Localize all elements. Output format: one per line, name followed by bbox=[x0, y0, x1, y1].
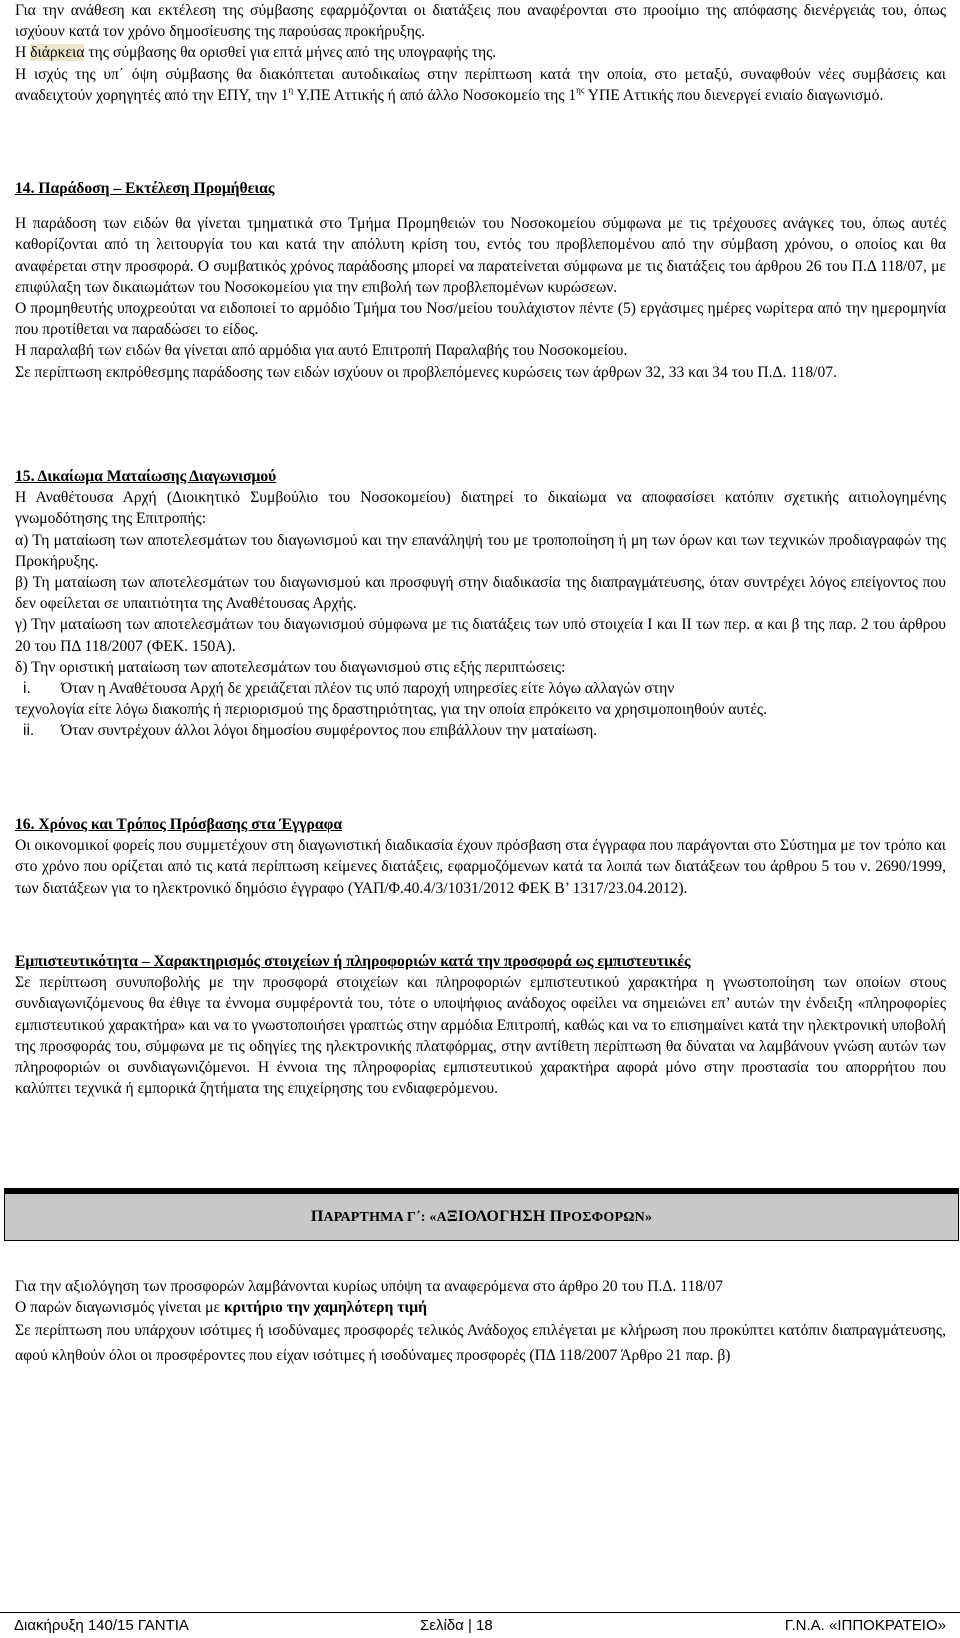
intro-paragraph-2 bbox=[15, 42, 946, 63]
section-15-item-c: γ) Την ματαίωση των αποτελεσμάτων του διαγωνισμού σύμφωνα με τις διατάξεις των υπό στοιχεία Ι και ΙΙ των περ. α και β της παρ. 2 του άρθρου 20 του ΠΔ 118/2007 (ΦΕΚ. 150Α). bbox=[15, 616, 946, 655]
confidentiality-title: Εμπιστευτικότητα – Χαρακτηρισμός στοιχείων ή πληροφοριών κατά την προσφορά ως εμπιστευτικές bbox=[15, 953, 691, 970]
intro-p3-sup1: η bbox=[288, 84, 294, 95]
section-16 bbox=[15, 814, 946, 899]
section-15-subitem-i bbox=[15, 678, 946, 699]
evaluation-p2-pre: Ο παρών διαγωνισμός γίνεται με bbox=[15, 1299, 224, 1317]
section-14 bbox=[15, 178, 946, 383]
intro-p3-b: Υ.ΠΕ Αττικής ή από άλλο Νοσοκομείο της 1 bbox=[293, 86, 577, 104]
confidentiality-paragraph: Σε περίπτωση συνυποβολής με την προσφορά στοιχείων και πληροφοριών εμπιστευτικού χαρακτήρα η γνωστοποίηση των οποίων στους συνδιαγωνιζόμενους θα έθιγε τα έννομα συμφέροντά του, τότε ο υποψήφιος ανάδοχος οφείλει να σημειώνει επ’ αυτών την ένδειξη «πληροφορίες εμπιστευτικού χαρακτήρα» και να το γνωστοποιήσει γραπτώς στην αρμόδια Επιτροπή, καθώς και να το επισημαίνει κατά την ηλεκτρονική υποβολή της προσφοράς του, σύμφωνα με τις οδηγίες της ηλεκτρονικής πλατφόρμας, στην αντίθετη περίπτωση θα δύναται να λαμβάνουν γνώση αυτών των πληροφοριών οι συνδιαγωνιζόμενοι. Η έννοια της πληροφορίας εμπιστευτικού χαρακτήρα αφορά μόνο στην προστασία του απορρήτου που καλύπτει τεχνικά ή εμπορικά ζητήματα της επιχείρησης του ενδιαφερόμενου. bbox=[15, 974, 946, 1098]
annex-title-d: Π bbox=[549, 1208, 563, 1225]
intro-p2-post: της σύμβασης θα ορισθεί για επτά μήνες από της υπογραφής της. bbox=[84, 44, 497, 62]
annex-header-box bbox=[4, 1188, 959, 1241]
page-footer bbox=[0, 1612, 960, 1638]
intro-paragraph-1: Για την ανάθεση και εκτέλεση της σύμβασης εφαρμόζονται οι διατάξεις που αναφέρονται στο προοίμιο της απόφασης διενέργειάς του, όπως ισχύουν κατά τον χρόνο δημοσίευσης της παρούσας προκήρυξης. bbox=[15, 2, 946, 41]
intro-p3-a: Η ισχύς της υπ΄ όψη σύμβασης θα διακόπτεται αυτοδικαίως στην περίπτωση κατά την οποία, στο μεταξύ, συναφθούν νέες συμβάσεις και αναδειχτούν χορηγητές από την ΕΠΥ, την 1 bbox=[15, 65, 946, 104]
subitem-i-text: Όταν η Αναθέτουσα Αρχή δε χρειάζεται πλέον τις υπό παροχή υπηρεσίες είτε λόγω αλλαγών στην bbox=[61, 680, 675, 698]
evaluation-paragraph-3: Σε περίπτωση που υπάρχουν ισότιμες ή ισοδύναμες προσφορές τελικός Ανάδοχος επιλέγεται με κλήρωση που προκύπτει κατόπιν διαπραγμάτευσης, αφού κληθούν όλοι οι προσφέροντες που είχαν ισότιμες ή ισοδύναμες προσφορές (ΠΔ 118/2007 Άρθρο 21 παρ. β) bbox=[15, 1322, 946, 1365]
intro-p3-c: ΥΠΕ Αττικής που διενεργεί ενιαίο διαγωνισμό. bbox=[584, 86, 884, 104]
section-16-paragraph-1: Οι οικονομικοί φορείς που συμμετέχουν στη διαγωνιστική διαδικασία έχουν πρόσβαση στα έγγραφα που παράγονται στο Σύστημα με τον τρόπο και στο χρόνο που ορίζεται από τις κατά περίπτωση κείμενες διατάξεις, εφαρμοζόμενων κατά τα λοιπά των διατάξεων του άρθρου 5 του ν. 2690/1999, των διατάξεων για το ηλεκτρονικό δημόσιο έγγραφο (ΥΑΠ/Φ.40.4/3/1031/2012 ΦΕΚ Β’ 1317/23.04.2012). bbox=[15, 837, 946, 897]
section-15-item-b: β) Τη ματαίωση των αποτελεσμάτων του διαγωνισμού και προσφυγή στην διαδικασία της διαπραγμάτευσης, όταν συντρέχει λόγος επείγοντος που δεν οφείλεται σε υπαιτιότητα της Αναθέτουσας Αρχής. bbox=[15, 574, 946, 613]
intro-block bbox=[15, 0, 946, 106]
section-15-title: 15. Δικαίωμα Ματαίωσης Διαγωνισμού bbox=[15, 468, 277, 485]
evaluation-paragraph-2 bbox=[15, 1297, 946, 1318]
intro-paragraph-3 bbox=[15, 64, 946, 106]
section-14-paragraph-2: Ο προμηθευτής υποχρεούται να ειδοποιεί το αρμόδιο Τμήμα του Νοσ/μείου τουλάχιστον πέντε (5) εργάσιμες ημέρες νωρίτερα από την ημερομηνία που προτίθεται να παραδώσει το είδος. bbox=[15, 300, 946, 339]
section-16-title: 16. Χρόνος και Τρόπος Πρόσβασης στα Έγγραφα bbox=[15, 816, 343, 833]
intro-p3-sup2: ης bbox=[576, 84, 585, 95]
confidentiality-section bbox=[15, 951, 946, 1099]
subitem-ii-number: ii. bbox=[23, 722, 35, 740]
section-15-item-d: δ) Την οριστική ματαίωση των αποτελεσμάτων του διαγωνισμού στις εξής περιπτώσεις: bbox=[15, 658, 566, 676]
section-15-subitem-i-continued: τεχνολογία είτε λόγω διακοπής ή περιορισμού της δραστηριότητας, για την οποία επρόκειτο να χρησιμοποιηθούν αυτές. bbox=[15, 701, 768, 719]
section-14-paragraph-1: Η παράδοση των ειδών θα γίνεται τμηματικά στο Τμήμα Προμηθειών του Νοσοκομείου σύμφωνα με τις τρέχουσες ανάγκες του, όπως αυτές καθορίζονται από τη λειτουργία του και κατά την απόλυτη κρίση του, εντός του προβλεπομένου από την σύμβαση χρόνου, ο οποίος και θα αναφέρεται στην προσφορά. Ο συμβατικός χρόνος παράδοσης μπορεί να παρατείνεται σύμφωνα με τις διατάξεις του άρθρου 26 του Π.Δ 118/07, με επιφύλαξη των δικαιωμάτων του Νοσοκομείου για την επιβολή των προβλεπομένων κυρώσεων. bbox=[15, 215, 946, 296]
section-14-paragraph-3: Η παραλαβή των ειδών θα γίνεται από αρμόδια για αυτό Επιτροπή Παραλαβής του Νοσοκομείου. bbox=[15, 342, 628, 360]
subitem-ii-text: Όταν συντρέχουν άλλοι λόγοι δημοσίου συμφέροντος που επιβάλλουν την ματαίωση. bbox=[61, 722, 598, 740]
annex-title-a: Π bbox=[310, 1208, 324, 1225]
annex-title-c: ΞΙΟΛΟΓΗΣΗ bbox=[446, 1208, 550, 1225]
evaluation-paragraph-1: Για την αξιολόγηση των προσφορών λαμβάνονται κυρίως υπόψη τα αναφερόμενα στο άρθρο 20 του Π.Δ. 118/07 bbox=[15, 1278, 723, 1295]
section-14-title: 14. Παράδοση – Εκτέλεση Προμήθειας bbox=[15, 180, 275, 197]
footer-right: Γ.Ν.Α. «ΙΠΠΟΚΡΑΤΕΙΟ» bbox=[784, 1617, 946, 1634]
section-15-subitem-ii bbox=[15, 720, 946, 741]
annex-title-b: ΑΡΑΡΤΗΜΑ Γ΄: «Α bbox=[323, 1210, 447, 1225]
subitem-i-number: i. bbox=[23, 680, 31, 698]
highlighted-word: διάρκεια bbox=[30, 44, 85, 62]
section-15-item-a: α) Τη ματαίωση των αποτελεσμάτων του διαγωνισμού και την επανάληψή του με τροποποίηση ή μη των όρων και των τεχνικών προδιαγραφών της Προκήρυξης. bbox=[15, 531, 946, 570]
annex-title bbox=[311, 1208, 652, 1226]
section-15 bbox=[15, 466, 946, 742]
evaluation-section bbox=[15, 1276, 946, 1368]
evaluation-criterion: κριτήριο την χαμηλότερη τιμή bbox=[223, 1299, 427, 1317]
footer-page-number: Σελίδα | 18 bbox=[420, 1617, 493, 1634]
section-15-paragraph-1: Η Αναθέτουσα Αρχή (Διοικητικό Συμβούλιο του Νοσοκομείου) διατηρεί το δικαίωμα να αποφασίσει κατόπιν σχετικής αιτιολογημένης γνωμοδότησης της Επιτροπής: bbox=[15, 489, 946, 528]
annex-title-e: ΡΟΣΦΟΡΩΝ» bbox=[562, 1210, 653, 1225]
footer-left: Διακήρυξη 140/15 ΓΑΝΤΙΑ bbox=[14, 1617, 189, 1634]
section-14-paragraph-4: Σε περίπτωση εκπρόθεσμης παράδοσης των ειδών ισχύουν οι προβλεπόμενες κυρώσεις των άρθρων 32, 33 και 34 του Π.Δ. 118/07. bbox=[15, 363, 837, 381]
intro-p2-pre: Η bbox=[15, 44, 31, 62]
